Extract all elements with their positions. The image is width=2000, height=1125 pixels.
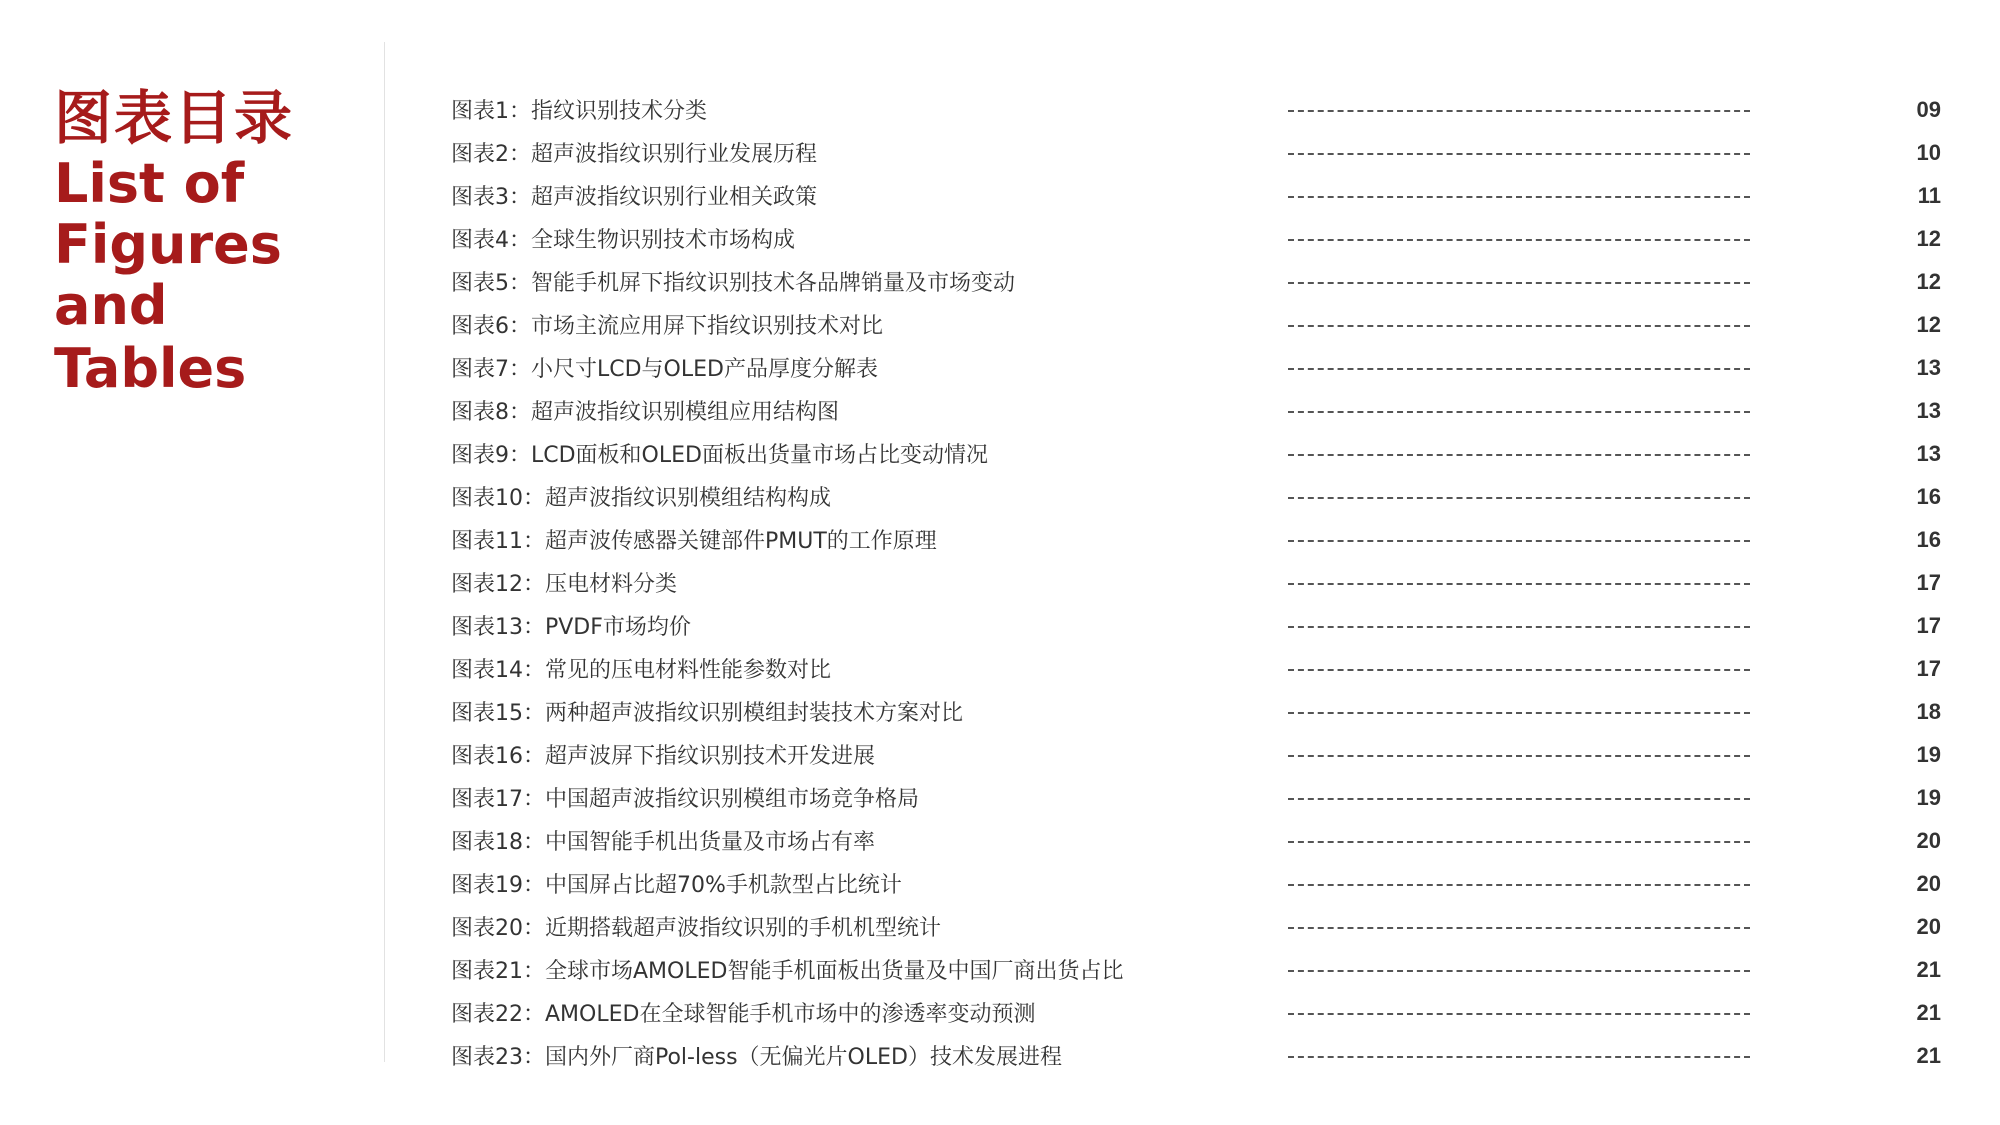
dotted-leader <box>1288 540 1750 542</box>
toc-entry[interactable] <box>451 260 1941 303</box>
toc-entry[interactable] <box>451 131 1941 174</box>
toc-entry-page-number: 16 <box>1916 483 1941 509</box>
toc-entry-page-number: 12 <box>1916 225 1941 251</box>
toc-entry-page-number: 10 <box>1916 139 1941 165</box>
dotted-leader <box>1288 1013 1750 1015</box>
toc-entry-page-number: 19 <box>1916 741 1941 767</box>
toc-entry[interactable] <box>451 303 1941 346</box>
dotted-leader <box>1288 368 1750 370</box>
toc-entry-label: 图表13：PVDF市场均价 <box>451 615 691 640</box>
dotted-leader <box>1288 153 1750 155</box>
table-of-contents <box>451 88 1941 1077</box>
toc-entry-label: 图表12：压电材料分类 <box>451 572 677 597</box>
toc-entry-page-number: 16 <box>1916 526 1941 552</box>
toc-entry[interactable] <box>451 776 1941 819</box>
toc-entry[interactable] <box>451 819 1941 862</box>
toc-entry-label: 图表4：全球生物识别技术市场构成 <box>451 228 795 253</box>
toc-entry-page-number: 21 <box>1916 956 1941 982</box>
dotted-leader <box>1288 712 1750 714</box>
toc-entry[interactable] <box>451 905 1941 948</box>
toc-entry[interactable] <box>451 733 1941 776</box>
title-english-line-3: and Tables <box>54 274 247 400</box>
toc-entry-page-number: 12 <box>1916 311 1941 337</box>
toc-entry-page-number: 21 <box>1916 1042 1941 1068</box>
dotted-leader <box>1288 927 1750 929</box>
toc-entry[interactable] <box>451 690 1941 733</box>
toc-entry-page-number: 09 <box>1916 96 1941 122</box>
vertical-divider <box>384 42 385 1062</box>
toc-entry-page-number: 17 <box>1916 612 1941 638</box>
dotted-leader <box>1288 884 1750 886</box>
toc-entry-label: 图表10：超声波指纹识别模组结构构成 <box>451 486 831 511</box>
toc-entry[interactable] <box>451 862 1941 905</box>
toc-entry-label: 图表3：超声波指纹识别行业相关政策 <box>451 185 817 210</box>
toc-entry[interactable] <box>451 518 1941 561</box>
dotted-leader <box>1288 1056 1750 1058</box>
toc-entry[interactable] <box>451 991 1941 1034</box>
toc-entry[interactable] <box>451 647 1941 690</box>
dotted-leader <box>1288 798 1750 800</box>
page-title <box>54 82 374 400</box>
toc-entry-page-number: 13 <box>1916 354 1941 380</box>
toc-entry-label: 图表8：超声波指纹识别模组应用结构图 <box>451 400 839 425</box>
dotted-leader <box>1288 110 1750 112</box>
toc-entry-label: 图表14：常见的压电材料性能参数对比 <box>451 658 831 683</box>
toc-entry-label: 图表6：市场主流应用屏下指纹识别技术对比 <box>451 314 883 339</box>
dotted-leader <box>1288 239 1750 241</box>
toc-entry-page-number: 12 <box>1916 268 1941 294</box>
toc-entry-label: 图表11：超声波传感器关键部件PMUT的工作原理 <box>451 529 937 554</box>
toc-entry-page-number: 20 <box>1916 870 1941 896</box>
toc-entry[interactable] <box>451 389 1941 432</box>
toc-entry-page-number: 11 <box>1917 182 1941 208</box>
dotted-leader <box>1288 970 1750 972</box>
toc-entry[interactable] <box>451 604 1941 647</box>
toc-entry-label: 图表17：中国超声波指纹识别模组市场竞争格局 <box>451 787 919 812</box>
toc-entry[interactable] <box>451 432 1941 475</box>
toc-entry[interactable] <box>451 561 1941 604</box>
dotted-leader <box>1288 755 1750 757</box>
toc-entry-page-number: 17 <box>1916 655 1941 681</box>
toc-entry-label: 图表16：超声波屏下指纹识别技术开发进展 <box>451 744 875 769</box>
dotted-leader <box>1288 626 1750 628</box>
dotted-leader <box>1288 196 1750 198</box>
toc-entry-page-number: 17 <box>1916 569 1941 595</box>
toc-entry-page-number: 13 <box>1916 397 1941 423</box>
dotted-leader <box>1288 411 1750 413</box>
toc-entry[interactable] <box>451 88 1941 131</box>
toc-entry[interactable] <box>451 346 1941 389</box>
toc-entry-page-number: 21 <box>1916 999 1941 1025</box>
dotted-leader <box>1288 325 1750 327</box>
dotted-leader <box>1288 282 1750 284</box>
toc-entry-page-number: 13 <box>1916 440 1941 466</box>
toc-entry-label: 图表15：两种超声波指纹识别模组封装技术方案对比 <box>451 701 963 726</box>
toc-entry-page-number: 19 <box>1916 784 1941 810</box>
dotted-leader <box>1288 497 1750 499</box>
title-english-line-1: List of <box>54 152 245 215</box>
toc-entry-page-number: 20 <box>1916 827 1941 853</box>
toc-entry-label: 图表19：中国屏占比超70%手机款型占比统计 <box>451 873 902 898</box>
toc-entry[interactable] <box>451 174 1941 217</box>
toc-entry-label: 图表21：全球市场AMOLED智能手机面板出货量及中国厂商出货占比 <box>451 959 1124 984</box>
toc-entry-label: 图表9：LCD面板和OLED面板出货量市场占比变动情况 <box>451 443 988 468</box>
toc-entry-label: 图表5：智能手机屏下指纹识别技术各品牌销量及市场变动 <box>451 271 1015 296</box>
toc-entry-label: 图表20：近期搭载超声波指纹识别的手机机型统计 <box>451 916 941 941</box>
title-chinese: 图表目录 <box>54 84 295 152</box>
toc-entry-label: 图表7：小尺寸LCD与OLED产品厚度分解表 <box>451 357 878 382</box>
toc-entry-label: 图表23：国内外厂商Pol-less（无偏光片OLED）技术发展进程 <box>451 1045 1062 1070</box>
toc-entry[interactable] <box>451 217 1941 260</box>
toc-entry[interactable] <box>451 948 1941 991</box>
dotted-leader <box>1288 454 1750 456</box>
toc-entry[interactable] <box>451 475 1941 518</box>
toc-entry-page-number: 20 <box>1916 913 1941 939</box>
toc-entry-label: 图表18：中国智能手机出货量及市场占有率 <box>451 830 875 855</box>
title-english-line-2: Figures <box>54 213 282 276</box>
dotted-leader <box>1288 583 1750 585</box>
toc-entry-page-number: 18 <box>1916 698 1941 724</box>
toc-entry[interactable] <box>451 1034 1941 1077</box>
toc-entry-label: 图表22：AMOLED在全球智能手机市场中的渗透率变动预测 <box>451 1002 1036 1027</box>
dotted-leader <box>1288 669 1750 671</box>
toc-entry-label: 图表2：超声波指纹识别行业发展历程 <box>451 142 817 167</box>
dotted-leader <box>1288 841 1750 843</box>
toc-entry-label: 图表1：指纹识别技术分类 <box>451 99 707 124</box>
